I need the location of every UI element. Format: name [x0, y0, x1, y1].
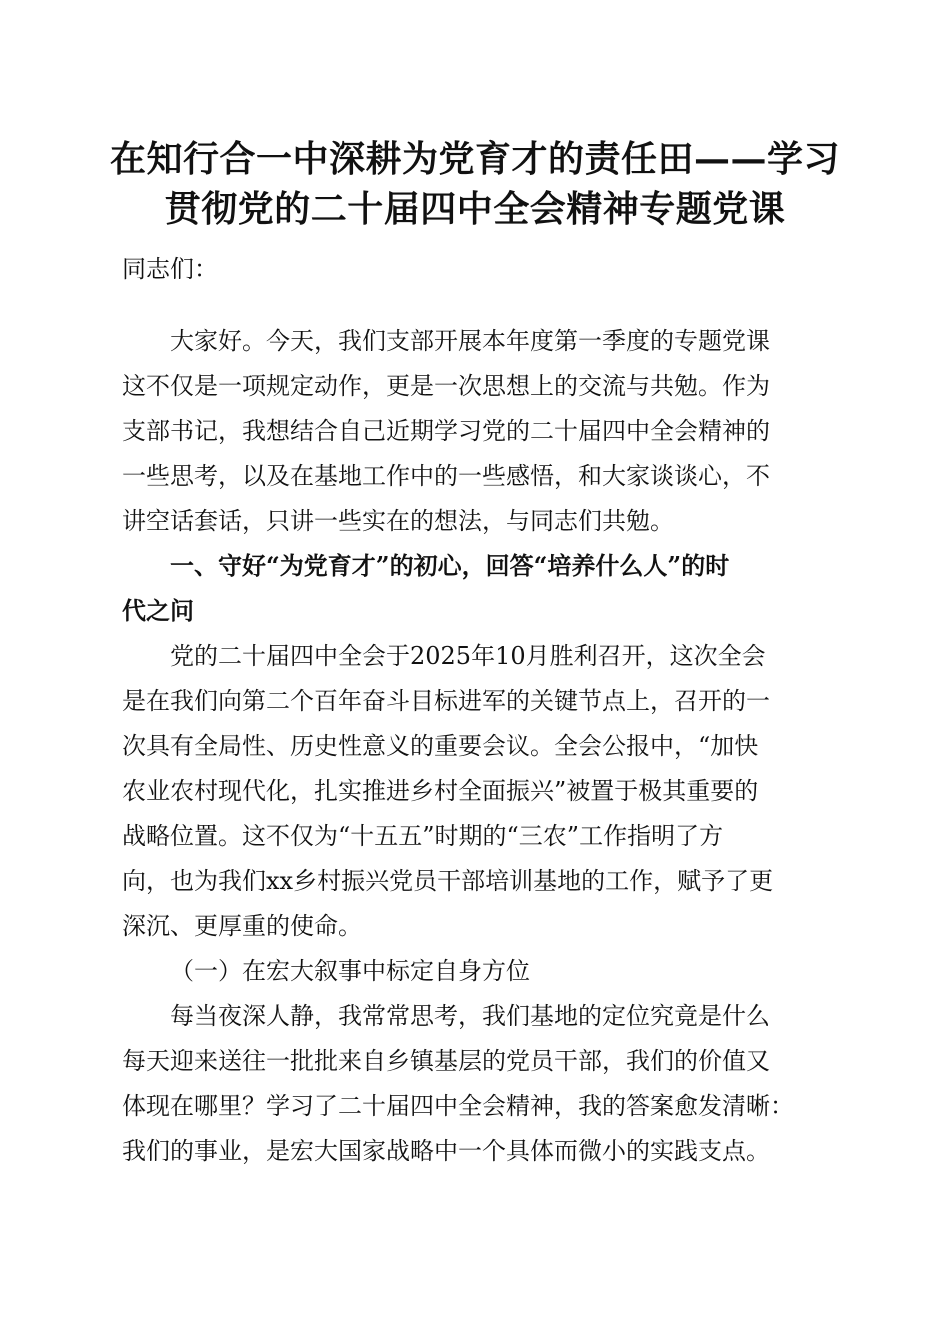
paragraph-2-line-5: 战略位置。这不仅为“十五五”时期的“三农”工作指明了方 [122, 822, 724, 850]
paragraph-1-line-4: 一些思考，以及在基地工作中的一些感悟，和大家谈谈心，不 [122, 462, 770, 490]
paragraph-1-line-3: 支部书记，我想结合自己近期学习党的二十届四中全会精神的 [122, 417, 770, 445]
paragraph-1-line-1: 大家好。今天，我们支部开展本年度第一季度的专题党课 [170, 327, 770, 355]
paragraph-2-line-6: 向，也为我们xx乡村振兴党员干部培训基地的工作，赋予了更 [122, 867, 774, 895]
paragraph-1-line-2: 这不仅是一项规定动作，更是一次思想上的交流与共勉。作为 [122, 372, 770, 400]
paragraph-3-line-3: 体现在哪里？学习了二十届四中全会精神，我的答案愈发清晰： [122, 1092, 794, 1120]
title-line-2: 贯彻党的二十届四中全会精神专题党课 [164, 188, 786, 230]
paragraph-2-line-7: 深沉、更厚重的使命。 [122, 912, 362, 940]
paragraph-1-line-5: 讲空话套话，只讲一些实在的想法，与同志们共勉。 [122, 507, 674, 535]
paragraph-3-line-4: 我们的事业，是宏大国家战略中一个具体而微小的实践支点。 [122, 1137, 770, 1165]
paragraph-2-line-2: 是在我们向第二个百年奋斗目标进军的关键节点上，召开的一 [122, 687, 770, 715]
heading-1-line-1: 一、守好“为党育才”的初心，回答“培养什么人”的时 [170, 551, 730, 580]
paragraph-3-line-2: 每天迎来送往一批批来自乡镇基层的党员干部，我们的价值又 [122, 1047, 770, 1075]
document-title [100, 134, 850, 234]
heading-1-line-2: 代之问 [122, 596, 194, 625]
subheading-1: （一）在宏大叙事中标定自身方位 [170, 957, 530, 985]
paragraph-2-line-1: 党的二十届四中全会于2025年10月胜利召开，这次全会 [170, 642, 766, 670]
paragraph-2-line-3: 次具有全局性、历史性意义的重要会议。全会公报中，“加快 [122, 732, 759, 760]
paragraph-2-line-4: 农业农村现代化，扎实推进乡村全面振兴”被置于极其重要的 [122, 777, 759, 805]
salutation: 同志们： [122, 255, 218, 283]
title-line-1: 在知行合一中深耕为党育才的责任田——学习 [109, 138, 840, 180]
paragraph-3-line-1: 每当夜深人静，我常常思考，我们基地的定位究竟是什么 [170, 1002, 770, 1030]
